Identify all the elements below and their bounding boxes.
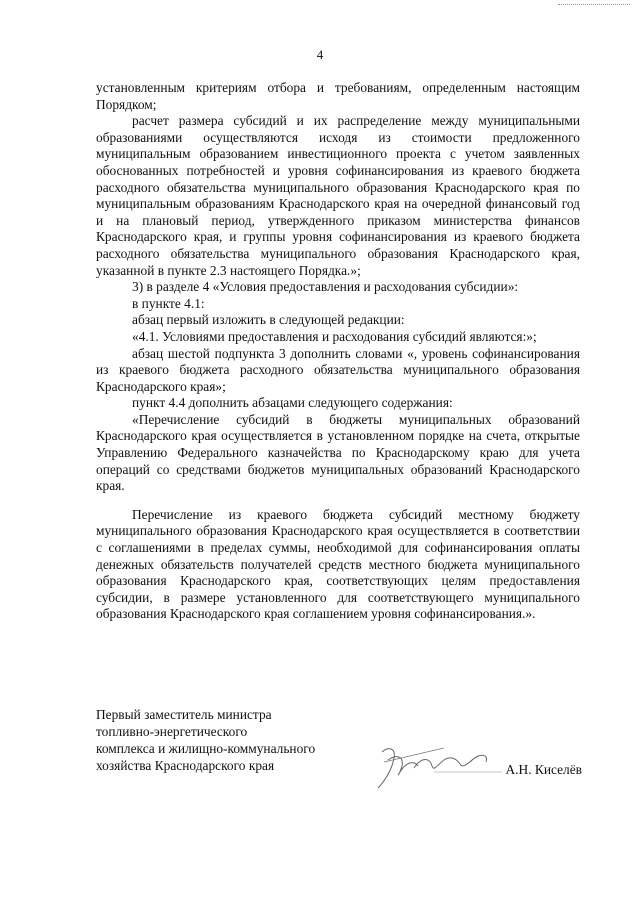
paragraph-item-4-1: в пункте 4.1: [132, 295, 205, 311]
position-line: Первый заместитель министра [96, 707, 272, 722]
paragraph-subsidy-calculation: расчет размера субсидий и их распределение между муниципальными образованиями осуществляются исходя из стоимости предложенного муниципальным образованием инвестиционного проекта с учетом заявленных обоснованных потребностей и уровня софинансирования из краевого бюджета расходного обязательства муниципального образования Краснодарского края по муниципальным образованиям Краснодарского края на очередной финансовый год и на плановый период, утвержденного приказом министерства финансов Краснодарского края, и группы уровня софинансирования из краевого бюджета расходного обязательства муниципального образования Краснодарского края, указанной в пункте 2.3 настоящего Порядка.»; [96, 113, 580, 278]
header-dotted-line [558, 4, 630, 5]
position-line: комплекса и жилищно-коммунального [96, 741, 316, 756]
paragraph-4-1-new-text: «4.1. Условиями предоставления и расходования субсидий являются:»; [132, 328, 537, 344]
paragraph-section-4-heading: 3) в разделе 4 «Условия предоставления и расходования субсидии»: [132, 279, 519, 295]
paragraph-continuation: установленным критериям отбора и требованиям, определенным настоящим Порядком; [96, 80, 580, 112]
signatory-name: А.Н. Киселёв [505, 762, 582, 777]
paragraph-transfer-local-budget: Перечисление из краевого бюджета субсидий местному бюджету муниципального образования Краснодарского края осуществляется в соответствии с соглашениями в пределах суммы, необходимой для софинансирования оплаты денежных обязательств получателей средств местного бюджета муниципального образования Краснодарского края, соответствующих целям предоставления субсидии, в размере установленного для соответствующего муниципального образования Краснодарского края соглашением уровня софинансирования.». [96, 506, 580, 622]
paragraph-first-abzac: абзац первый изложить в следующей редакции: [132, 312, 405, 328]
paragraph-sixth-abzac: абзац шестой подпункта 3 дополнить словами «, уровень софинансирования из краевого бюджета расходного обязательства муниципального образования Краснодарского края»; [96, 345, 580, 394]
paragraph-transfer-accounts: «Перечисление субсидий в бюджеты муниципальных образований Краснодарского края осуществляется в установленном порядке на счета, открытые Управлению Федерального казначейства по Краснодарскому краю для учета операций со средствами бюджетов муниципальных образований Краснодарского края. [96, 411, 580, 494]
signatory-position [96, 706, 315, 774]
paragraph-item-4-4: пункт 4.4 дополнить абзацами следующего содержания: [132, 395, 453, 411]
position-line: топливно-энергетического [96, 724, 248, 739]
document-body [96, 80, 580, 623]
signature-block [96, 706, 586, 796]
page-number: 4 [316, 47, 324, 62]
handwritten-signature-icon [374, 742, 514, 792]
position-line: хозяйства Краснодарского края [96, 758, 275, 773]
